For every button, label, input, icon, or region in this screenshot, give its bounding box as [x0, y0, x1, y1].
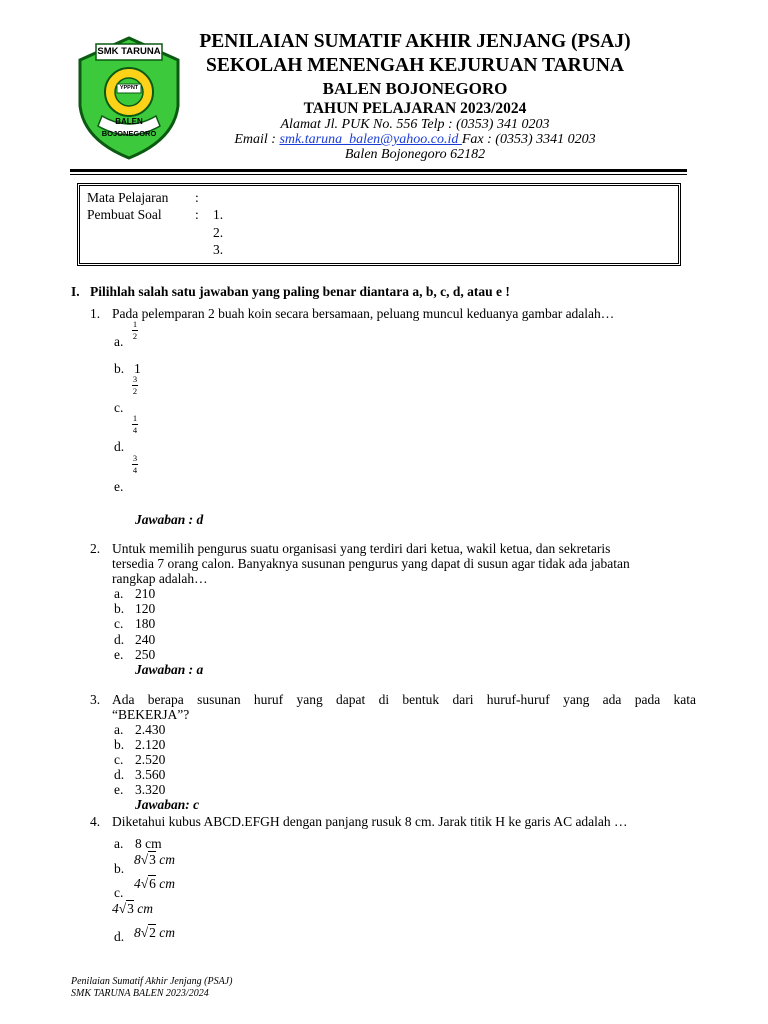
q1-option-b-label: b. — [114, 361, 125, 376]
q3-answer: Jawaban: c — [135, 797, 200, 812]
q2-option-a-value: 210 — [135, 586, 156, 601]
q2-line-1: Untuk memilih pengurus suatu organisasi yang terdiri dari ketua, wakil ketua, dan sekretaris — [112, 541, 611, 556]
unit: cm — [159, 876, 176, 891]
q1-option-a-label: a. — [114, 334, 124, 349]
header-city: Balen Bojonegoro 62182 — [344, 147, 486, 162]
q1-option-b-value: 1 — [134, 361, 141, 376]
q4-text: Diketahui kubus ABCD.EFGH dengan panjang rusuk 8 cm. Jarak titik H ke garis AC adalah … — [112, 814, 628, 829]
q3-option-b-value: 2.120 — [135, 737, 166, 752]
q1-option-c-fraction — [132, 375, 138, 396]
q3-option-b-label: b. — [114, 737, 125, 752]
sqrt-icon: √ — [140, 876, 149, 891]
q2-line-3: rangkap adalah… — [112, 571, 208, 586]
email-link[interactable]: smk.taruna_balen@yahoo.co.id — [279, 132, 462, 147]
q1-text: Pada pelemparan 2 buah koin secara bersamaan, peluang muncul keduanya gambar adalah… — [112, 306, 615, 321]
sqrt-icon: √ — [140, 852, 149, 867]
footer-line-2: SMK TARUNA BALEN 2023/2024 — [71, 988, 209, 999]
q1-option-e-label: e. — [114, 479, 124, 494]
radicand: 3 — [127, 901, 134, 916]
q2-line-2: tersedia 7 orang calon. Banyaknya susunan pengurus yang dapat di susun agar tidak ada jabatan — [112, 556, 630, 571]
header-address: Alamat Jl. PUK No. 556 Telp : (0353) 341 0203 — [280, 117, 550, 132]
unit: cm — [159, 925, 176, 940]
q4-option-d-value — [134, 925, 175, 941]
coefficient: 8 — [134, 925, 141, 940]
logo-center-text: YPPNT — [119, 85, 139, 91]
maker-item-3: 3. — [213, 242, 224, 257]
q4-option-c-value — [134, 876, 175, 892]
fax-text: Fax : (0353) 3341 0203 — [461, 132, 596, 147]
logo-ribbon-text: BALEN — [115, 117, 143, 126]
header-line-2: SEKOLAH MENENGAH KEJURUAN TARUNA — [205, 55, 625, 76]
header-line-4: TAHUN PELAJARAN 2023/2024 — [303, 100, 527, 117]
q3-option-e-label: e. — [114, 782, 124, 797]
q3-option-c-label: c. — [114, 752, 124, 767]
radicand: 6 — [149, 876, 156, 891]
header-line-3: BALEN BOJONEGORO — [322, 79, 508, 98]
q4-number: 4. — [90, 814, 101, 829]
q4-option-a-value: 8 cm — [135, 836, 162, 851]
q2-option-d-label: d. — [114, 632, 125, 647]
q3-option-a-label: a. — [114, 722, 124, 737]
q2-option-d-value: 240 — [135, 632, 156, 647]
q1-number: 1. — [90, 306, 101, 321]
maker-colon: : — [195, 207, 199, 222]
q2-answer: Jawaban : a — [135, 662, 204, 677]
unit: cm — [159, 852, 176, 867]
q2-number: 2. — [90, 541, 101, 556]
denominator: 4 — [132, 465, 138, 475]
sqrt-icon: √ — [118, 901, 127, 916]
denominator: 2 — [132, 386, 138, 396]
q1-answer: Jawaban : d — [135, 512, 204, 527]
q3-number: 3. — [90, 692, 101, 707]
coefficient: 4 — [112, 901, 119, 916]
q1-option-c-label: c. — [114, 400, 124, 415]
radicand: 3 — [149, 852, 156, 867]
q2-option-a-label: a. — [114, 586, 124, 601]
q4-option-a-label: a. — [114, 836, 124, 851]
q4-option-d-label: d. — [114, 929, 125, 944]
coefficient: 8 — [134, 852, 141, 867]
radicand: 2 — [149, 925, 156, 940]
denominator: 2 — [132, 331, 138, 341]
header-rule-thick — [70, 169, 687, 172]
logo-bottom-text: BOJONEGORO — [101, 129, 157, 138]
sqrt-icon: √ — [140, 925, 149, 940]
q2-option-c-label: c. — [114, 616, 124, 631]
coefficient: 4 — [134, 876, 141, 891]
q2-option-b-label: b. — [114, 601, 125, 616]
q4-option-c-label: c. — [114, 885, 124, 900]
q3-option-d-value: 3.560 — [135, 767, 166, 782]
denominator: 4 — [132, 425, 138, 435]
unit: cm — [137, 901, 154, 916]
q1-option-d-label: d. — [114, 439, 125, 454]
q3-option-c-value: 2.520 — [135, 752, 166, 767]
q3-option-e-value: 3.320 — [135, 782, 166, 797]
q4-option-b-value — [134, 852, 175, 868]
maker-item-2: 2. — [213, 225, 224, 240]
q2-option-c-value: 180 — [135, 616, 156, 631]
header-rule-thin — [70, 174, 687, 175]
q1-option-a-fraction — [132, 320, 138, 341]
maker-item-1: 1. — [213, 207, 224, 222]
section-instruction: Pilihlah salah satu jawaban yang paling benar diantara a, b, c, d, atau e ! — [90, 284, 510, 299]
logo-top-text: SMK TARUNA — [97, 46, 161, 57]
header-contact — [150, 132, 680, 148]
q4-option-b-label: b. — [114, 861, 125, 876]
email-label: Email : — [234, 132, 280, 147]
numerator: 3 — [132, 453, 138, 463]
header-line-1: PENILAIAN SUMATIF AKHIR JENJANG (PSAJ) — [199, 31, 631, 52]
footer-line-1: Penilaian Sumatif Akhir Jenjang (PSAJ) — [71, 976, 233, 987]
section-number: I. — [71, 284, 80, 299]
numerator: 1 — [132, 319, 138, 329]
q3-line-1: Ada berapa susunan huruf yang dapat di bentuk dari huruf-huruf yang ada pada kata — [112, 692, 696, 707]
maker-label: Pembuat Soal — [87, 207, 162, 222]
subject-label: Mata Pelajaran — [87, 190, 169, 205]
numerator: 3 — [132, 374, 138, 384]
q1-option-d-fraction — [132, 414, 138, 435]
q3-option-d-label: d. — [114, 767, 125, 782]
q3-line-2: “BEKERJA”? — [112, 707, 190, 722]
q3-option-a-value: 2.430 — [135, 722, 166, 737]
q2-option-e-value: 250 — [135, 647, 156, 662]
q4-extra-value — [112, 901, 153, 917]
numerator: 1 — [132, 413, 138, 423]
subject-colon: : — [195, 190, 199, 205]
q2-option-b-value: 120 — [135, 601, 156, 616]
q2-option-e-label: e. — [114, 647, 124, 662]
q1-option-e-fraction — [132, 454, 138, 475]
